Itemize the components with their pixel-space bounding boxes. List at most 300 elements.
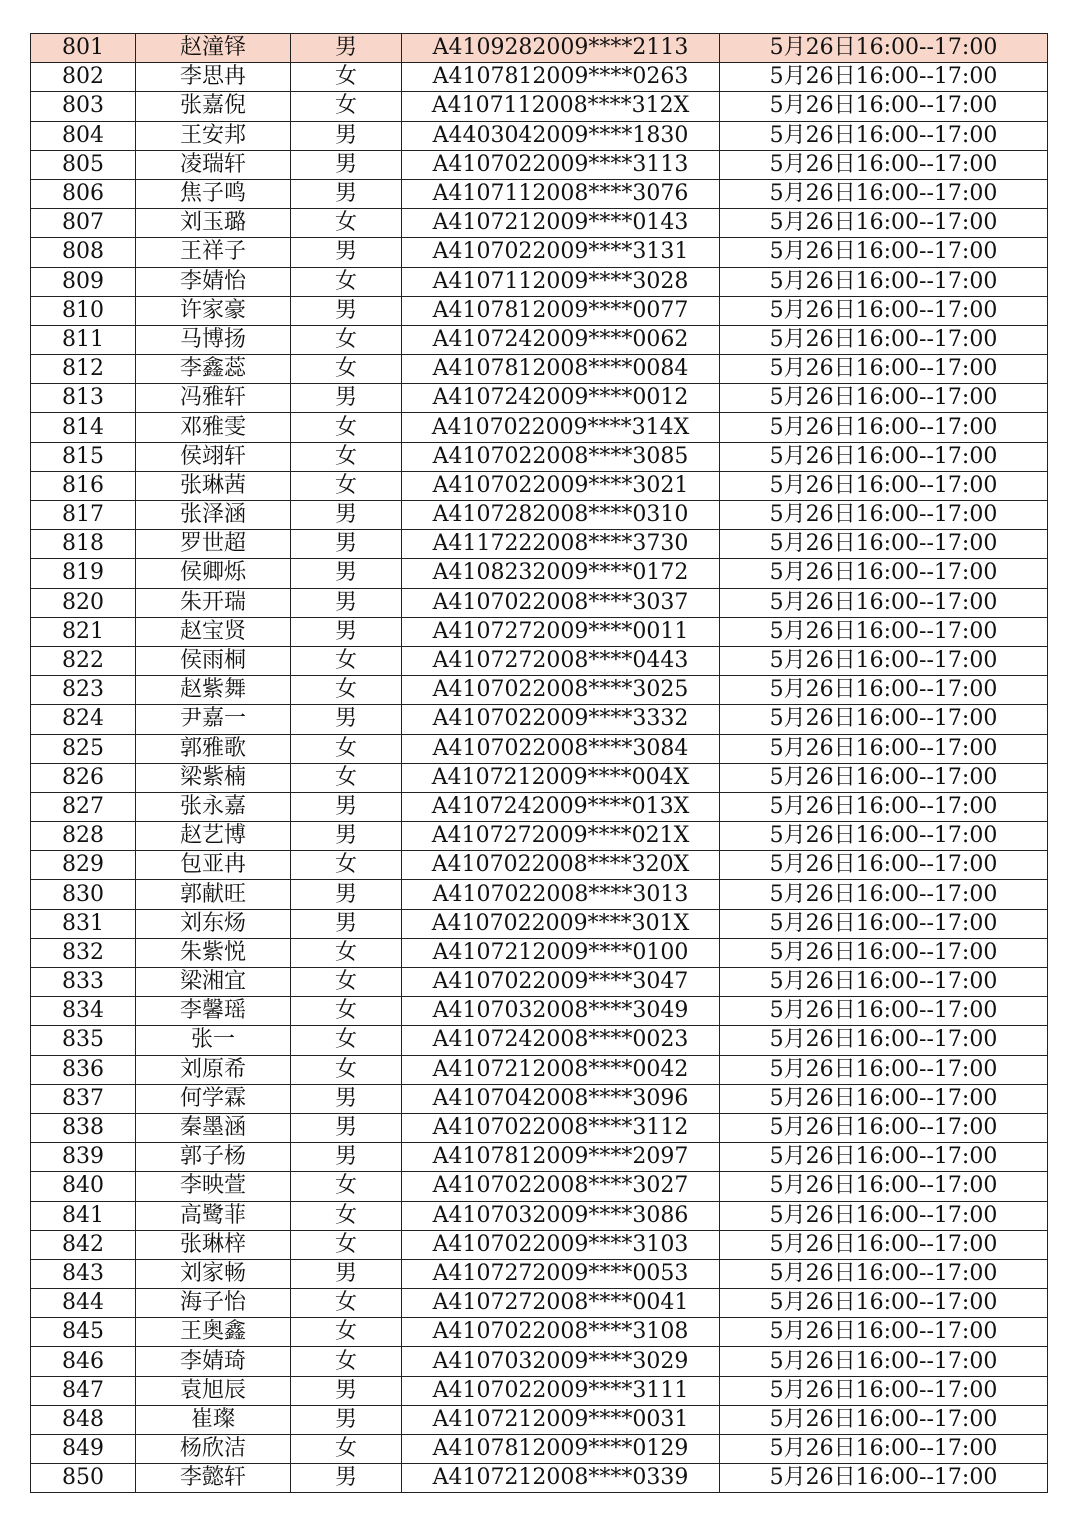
table-row — [31, 851, 1048, 880]
cell-number: 821 — [31, 617, 136, 646]
cell-id-number: A4107022009****3131 — [402, 238, 720, 267]
table-row — [31, 63, 1048, 92]
cell-gender: 男 — [291, 1084, 402, 1113]
cell-name: 郭献旺 — [136, 880, 291, 909]
cell-gender: 女 — [291, 1201, 402, 1230]
cell-gender: 男 — [291, 1376, 402, 1405]
cell-gender: 女 — [291, 209, 402, 238]
cell-number: 811 — [31, 325, 136, 354]
cell-number: 822 — [31, 646, 136, 675]
cell-gender: 男 — [291, 1259, 402, 1288]
cell-number: 819 — [31, 559, 136, 588]
cell-gender: 女 — [291, 1347, 402, 1376]
cell-id-number: A4107032009****3029 — [402, 1347, 720, 1376]
table-row — [31, 559, 1048, 588]
cell-number: 841 — [31, 1201, 136, 1230]
cell-time-slot: 5月26日16:00--17:00 — [720, 121, 1048, 150]
cell-id-number: A4107272008****0041 — [402, 1289, 720, 1318]
table-row — [31, 150, 1048, 179]
cell-name: 张泽涵 — [136, 501, 291, 530]
cell-name: 尹嘉一 — [136, 705, 291, 734]
cell-id-number: A4107812008****0084 — [402, 355, 720, 384]
cell-number: 840 — [31, 1172, 136, 1201]
table-row — [31, 442, 1048, 471]
cell-name: 何学霖 — [136, 1084, 291, 1113]
table-row — [31, 1230, 1048, 1259]
cell-gender: 男 — [291, 1143, 402, 1172]
cell-id-number: A4107022008****3084 — [402, 734, 720, 763]
cell-id-number: A4107212009****004X — [402, 763, 720, 792]
cell-name: 邓雅雯 — [136, 413, 291, 442]
cell-name: 刘原希 — [136, 1055, 291, 1084]
cell-gender: 男 — [291, 384, 402, 413]
cell-id-number: A4107272009****021X — [402, 822, 720, 851]
cell-number: 831 — [31, 909, 136, 938]
cell-number: 843 — [31, 1259, 136, 1288]
cell-gender: 女 — [291, 734, 402, 763]
table-row — [31, 1347, 1048, 1376]
table-row — [31, 1376, 1048, 1405]
cell-time-slot: 5月26日16:00--17:00 — [720, 1230, 1048, 1259]
table-row — [31, 1405, 1048, 1434]
cell-id-number: A4107212008****0042 — [402, 1055, 720, 1084]
cell-name: 赵紫舞 — [136, 676, 291, 705]
cell-gender: 女 — [291, 325, 402, 354]
table-row — [31, 822, 1048, 851]
table-row — [31, 646, 1048, 675]
cell-time-slot: 5月26日16:00--17:00 — [720, 355, 1048, 384]
cell-gender: 男 — [291, 705, 402, 734]
cell-id-number: A4107272008****0443 — [402, 646, 720, 675]
cell-id-number: A4107282008****0310 — [402, 501, 720, 530]
cell-time-slot: 5月26日16:00--17:00 — [720, 1084, 1048, 1113]
cell-time-slot: 5月26日16:00--17:00 — [720, 734, 1048, 763]
cell-time-slot: 5月26日16:00--17:00 — [720, 1055, 1048, 1084]
table-row — [31, 734, 1048, 763]
table-row — [31, 501, 1048, 530]
table-row — [31, 1026, 1048, 1055]
cell-time-slot: 5月26日16:00--17:00 — [720, 34, 1048, 63]
cell-time-slot: 5月26日16:00--17:00 — [720, 676, 1048, 705]
cell-time-slot: 5月26日16:00--17:00 — [720, 1172, 1048, 1201]
table-row — [31, 1201, 1048, 1230]
cell-id-number: A4107022008****320X — [402, 851, 720, 880]
cell-number: 805 — [31, 150, 136, 179]
cell-name: 李鑫蕊 — [136, 355, 291, 384]
cell-gender: 女 — [291, 676, 402, 705]
cell-id-number: A4107812009****0077 — [402, 296, 720, 325]
cell-name: 高鹭菲 — [136, 1201, 291, 1230]
cell-gender: 女 — [291, 968, 402, 997]
cell-number: 806 — [31, 179, 136, 208]
cell-time-slot: 5月26日16:00--17:00 — [720, 1347, 1048, 1376]
cell-gender: 女 — [291, 938, 402, 967]
cell-id-number: A4107022009****3103 — [402, 1230, 720, 1259]
cell-gender: 男 — [291, 530, 402, 559]
cell-time-slot: 5月26日16:00--17:00 — [720, 1405, 1048, 1434]
cell-id-number: A4108232009****0172 — [402, 559, 720, 588]
cell-name: 刘家畅 — [136, 1259, 291, 1288]
table-row — [31, 909, 1048, 938]
cell-name: 侯翊轩 — [136, 442, 291, 471]
cell-number: 842 — [31, 1230, 136, 1259]
cell-id-number: A4107022008****3037 — [402, 588, 720, 617]
cell-number: 803 — [31, 92, 136, 121]
table-row — [31, 588, 1048, 617]
table-row — [31, 705, 1048, 734]
cell-gender: 男 — [291, 296, 402, 325]
cell-gender: 女 — [291, 1026, 402, 1055]
cell-time-slot: 5月26日16:00--17:00 — [720, 968, 1048, 997]
cell-name: 赵宝贤 — [136, 617, 291, 646]
cell-time-slot: 5月26日16:00--17:00 — [720, 63, 1048, 92]
cell-time-slot: 5月26日16:00--17:00 — [720, 851, 1048, 880]
table-row — [31, 267, 1048, 296]
cell-number: 802 — [31, 63, 136, 92]
cell-time-slot: 5月26日16:00--17:00 — [720, 1143, 1048, 1172]
cell-id-number: A4107022009****301X — [402, 909, 720, 938]
cell-gender: 男 — [291, 121, 402, 150]
table-row — [31, 92, 1048, 121]
cell-time-slot: 5月26日16:00--17:00 — [720, 559, 1048, 588]
cell-id-number: A4107022008****3013 — [402, 880, 720, 909]
cell-gender: 男 — [291, 792, 402, 821]
cell-gender: 女 — [291, 1289, 402, 1318]
cell-time-slot: 5月26日16:00--17:00 — [720, 646, 1048, 675]
cell-gender: 女 — [291, 763, 402, 792]
table-row — [31, 1464, 1048, 1493]
cell-name: 梁紫楠 — [136, 763, 291, 792]
cell-name: 海子怡 — [136, 1289, 291, 1318]
cell-name: 侯卿烁 — [136, 559, 291, 588]
cell-time-slot: 5月26日16:00--17:00 — [720, 1464, 1048, 1493]
cell-id-number: A4107812009****2097 — [402, 1143, 720, 1172]
cell-id-number: A4107812009****0263 — [402, 63, 720, 92]
cell-name: 朱开瑞 — [136, 588, 291, 617]
cell-name: 杨欣洁 — [136, 1435, 291, 1464]
cell-number: 830 — [31, 880, 136, 909]
cell-time-slot: 5月26日16:00--17:00 — [720, 705, 1048, 734]
cell-id-number: A4107022009****314X — [402, 413, 720, 442]
cell-gender: 女 — [291, 355, 402, 384]
cell-number: 820 — [31, 588, 136, 617]
cell-gender: 男 — [291, 1405, 402, 1434]
cell-gender: 男 — [291, 880, 402, 909]
cell-id-number: A4107032009****3086 — [402, 1201, 720, 1230]
cell-name: 郭雅歌 — [136, 734, 291, 763]
cell-number: 836 — [31, 1055, 136, 1084]
table-row — [31, 968, 1048, 997]
cell-time-slot: 5月26日16:00--17:00 — [720, 471, 1048, 500]
cell-name: 赵艺博 — [136, 822, 291, 851]
cell-time-slot: 5月26日16:00--17:00 — [720, 150, 1048, 179]
table-row — [31, 209, 1048, 238]
cell-number: 824 — [31, 705, 136, 734]
cell-number: 804 — [31, 121, 136, 150]
cell-time-slot: 5月26日16:00--17:00 — [720, 384, 1048, 413]
cell-time-slot: 5月26日16:00--17:00 — [720, 179, 1048, 208]
table-row — [31, 676, 1048, 705]
cell-number: 815 — [31, 442, 136, 471]
cell-name: 侯雨桐 — [136, 646, 291, 675]
cell-number: 825 — [31, 734, 136, 763]
cell-id-number: A4107242009****0062 — [402, 325, 720, 354]
cell-number: 848 — [31, 1405, 136, 1434]
cell-time-slot: 5月26日16:00--17:00 — [720, 1318, 1048, 1347]
cell-gender: 女 — [291, 267, 402, 296]
table-row — [31, 325, 1048, 354]
cell-name: 李婧怡 — [136, 267, 291, 296]
cell-gender: 男 — [291, 179, 402, 208]
cell-name: 崔璨 — [136, 1405, 291, 1434]
cell-time-slot: 5月26日16:00--17:00 — [720, 792, 1048, 821]
cell-time-slot: 5月26日16:00--17:00 — [720, 909, 1048, 938]
table-row — [31, 238, 1048, 267]
table-row — [31, 296, 1048, 325]
cell-id-number: A4107022009****3021 — [402, 471, 720, 500]
cell-gender: 男 — [291, 34, 402, 63]
cell-name: 袁旭辰 — [136, 1376, 291, 1405]
cell-gender: 男 — [291, 1464, 402, 1493]
cell-name: 李懿轩 — [136, 1464, 291, 1493]
cell-number: 829 — [31, 851, 136, 880]
table-row — [31, 384, 1048, 413]
cell-time-slot: 5月26日16:00--17:00 — [720, 92, 1048, 121]
table-row — [31, 1435, 1048, 1464]
cell-id-number: A4107112009****3028 — [402, 267, 720, 296]
cell-id-number: A4107242009****013X — [402, 792, 720, 821]
cell-number: 827 — [31, 792, 136, 821]
cell-number: 846 — [31, 1347, 136, 1376]
cell-id-number: A4107022008****3108 — [402, 1318, 720, 1347]
cell-time-slot: 5月26日16:00--17:00 — [720, 530, 1048, 559]
cell-time-slot: 5月26日16:00--17:00 — [720, 501, 1048, 530]
cell-number: 834 — [31, 997, 136, 1026]
table-row — [31, 1084, 1048, 1113]
cell-name: 李思冉 — [136, 63, 291, 92]
cell-number: 850 — [31, 1464, 136, 1493]
cell-number: 808 — [31, 238, 136, 267]
cell-number: 833 — [31, 968, 136, 997]
cell-name: 张琳茜 — [136, 471, 291, 500]
cell-id-number: A4107022008****3085 — [402, 442, 720, 471]
cell-id-number: A4107812009****0129 — [402, 1435, 720, 1464]
cell-time-slot: 5月26日16:00--17:00 — [720, 1376, 1048, 1405]
cell-time-slot: 5月26日16:00--17:00 — [720, 1026, 1048, 1055]
cell-number: 847 — [31, 1376, 136, 1405]
cell-number: 807 — [31, 209, 136, 238]
cell-id-number: A4107022009****3113 — [402, 150, 720, 179]
cell-gender: 女 — [291, 646, 402, 675]
cell-number: 812 — [31, 355, 136, 384]
cell-gender: 男 — [291, 559, 402, 588]
table-row — [31, 938, 1048, 967]
cell-gender: 男 — [291, 238, 402, 267]
cell-gender: 女 — [291, 1318, 402, 1347]
cell-name: 梁湘宜 — [136, 968, 291, 997]
cell-name: 张嘉倪 — [136, 92, 291, 121]
table-row — [31, 413, 1048, 442]
cell-name: 王祥子 — [136, 238, 291, 267]
table-row — [31, 1172, 1048, 1201]
cell-gender: 男 — [291, 150, 402, 179]
cell-name: 焦子鸣 — [136, 179, 291, 208]
cell-name: 李婧琦 — [136, 1347, 291, 1376]
cell-gender: 女 — [291, 471, 402, 500]
roster-table — [30, 33, 1048, 1493]
cell-id-number: A4107242009****0012 — [402, 384, 720, 413]
cell-number: 845 — [31, 1318, 136, 1347]
cell-id-number: A4107022009****3111 — [402, 1376, 720, 1405]
cell-number: 810 — [31, 296, 136, 325]
cell-id-number: A4117222008****3730 — [402, 530, 720, 559]
cell-time-slot: 5月26日16:00--17:00 — [720, 588, 1048, 617]
cell-name: 王安邦 — [136, 121, 291, 150]
cell-gender: 男 — [291, 617, 402, 646]
table-row — [31, 880, 1048, 909]
cell-number: 818 — [31, 530, 136, 559]
table-row — [31, 530, 1048, 559]
cell-name: 冯雅轩 — [136, 384, 291, 413]
cell-name: 张一 — [136, 1026, 291, 1055]
cell-number: 814 — [31, 413, 136, 442]
table-row — [31, 997, 1048, 1026]
cell-id-number: A4107112008****3076 — [402, 179, 720, 208]
cell-number: 837 — [31, 1084, 136, 1113]
table-row — [31, 617, 1048, 646]
cell-time-slot: 5月26日16:00--17:00 — [720, 1289, 1048, 1318]
cell-id-number: A4107022009****3332 — [402, 705, 720, 734]
cell-gender: 男 — [291, 909, 402, 938]
table-row — [31, 1318, 1048, 1347]
cell-name: 刘玉璐 — [136, 209, 291, 238]
cell-number: 849 — [31, 1435, 136, 1464]
cell-name: 赵潼铎 — [136, 34, 291, 63]
cell-gender: 女 — [291, 1435, 402, 1464]
roster-table-body — [31, 34, 1048, 1493]
cell-name: 张琳梓 — [136, 1230, 291, 1259]
cell-number: 816 — [31, 471, 136, 500]
cell-id-number: A4107022008****3027 — [402, 1172, 720, 1201]
cell-name: 罗世超 — [136, 530, 291, 559]
cell-gender: 女 — [291, 1172, 402, 1201]
cell-id-number: A4107112008****312X — [402, 92, 720, 121]
table-row — [31, 1113, 1048, 1142]
cell-id-number: A4403042009****1830 — [402, 121, 720, 150]
cell-gender: 女 — [291, 1230, 402, 1259]
cell-number: 813 — [31, 384, 136, 413]
cell-number: 809 — [31, 267, 136, 296]
cell-number: 823 — [31, 676, 136, 705]
cell-id-number: A4107272009****0011 — [402, 617, 720, 646]
cell-time-slot: 5月26日16:00--17:00 — [720, 325, 1048, 354]
cell-time-slot: 5月26日16:00--17:00 — [720, 997, 1048, 1026]
cell-time-slot: 5月26日16:00--17:00 — [720, 209, 1048, 238]
table-row — [31, 1143, 1048, 1172]
cell-name: 刘东炀 — [136, 909, 291, 938]
cell-id-number: A4107022008****3025 — [402, 676, 720, 705]
table-row — [31, 1289, 1048, 1318]
cell-time-slot: 5月26日16:00--17:00 — [720, 1113, 1048, 1142]
cell-gender: 女 — [291, 92, 402, 121]
cell-time-slot: 5月26日16:00--17:00 — [720, 1435, 1048, 1464]
cell-time-slot: 5月26日16:00--17:00 — [720, 763, 1048, 792]
cell-gender: 女 — [291, 1055, 402, 1084]
cell-id-number: A4107272009****0053 — [402, 1259, 720, 1288]
cell-gender: 女 — [291, 997, 402, 1026]
cell-number: 817 — [31, 501, 136, 530]
cell-gender: 男 — [291, 501, 402, 530]
cell-name: 马博扬 — [136, 325, 291, 354]
table-row — [31, 121, 1048, 150]
table-row — [31, 792, 1048, 821]
cell-name: 许家豪 — [136, 296, 291, 325]
cell-number: 844 — [31, 1289, 136, 1318]
cell-number: 832 — [31, 938, 136, 967]
cell-time-slot: 5月26日16:00--17:00 — [720, 1259, 1048, 1288]
cell-time-slot: 5月26日16:00--17:00 — [720, 617, 1048, 646]
table-row — [31, 1055, 1048, 1084]
cell-gender: 男 — [291, 588, 402, 617]
cell-time-slot: 5月26日16:00--17:00 — [720, 938, 1048, 967]
cell-id-number: A4107212009****0031 — [402, 1405, 720, 1434]
cell-id-number: A4107032008****3049 — [402, 997, 720, 1026]
cell-name: 李馨瑶 — [136, 997, 291, 1026]
cell-time-slot: 5月26日16:00--17:00 — [720, 1201, 1048, 1230]
table-row — [31, 1259, 1048, 1288]
cell-name: 朱紫悦 — [136, 938, 291, 967]
cell-gender: 男 — [291, 1113, 402, 1142]
cell-time-slot: 5月26日16:00--17:00 — [720, 238, 1048, 267]
cell-gender: 女 — [291, 851, 402, 880]
cell-time-slot: 5月26日16:00--17:00 — [720, 442, 1048, 471]
cell-name: 包亚冉 — [136, 851, 291, 880]
cell-id-number: A4107022008****3112 — [402, 1113, 720, 1142]
cell-number: 839 — [31, 1143, 136, 1172]
table-row — [31, 34, 1048, 63]
cell-id-number: A4107022009****3047 — [402, 968, 720, 997]
cell-number: 801 — [31, 34, 136, 63]
cell-gender: 男 — [291, 822, 402, 851]
cell-id-number: A4107212009****0100 — [402, 938, 720, 967]
cell-name: 李映萱 — [136, 1172, 291, 1201]
cell-name: 秦墨涵 — [136, 1113, 291, 1142]
cell-time-slot: 5月26日16:00--17:00 — [720, 413, 1048, 442]
cell-number: 828 — [31, 822, 136, 851]
cell-number: 826 — [31, 763, 136, 792]
cell-name: 王奥鑫 — [136, 1318, 291, 1347]
cell-number: 835 — [31, 1026, 136, 1055]
cell-gender: 女 — [291, 413, 402, 442]
cell-gender: 女 — [291, 442, 402, 471]
table-row — [31, 355, 1048, 384]
cell-gender: 女 — [291, 63, 402, 92]
cell-name: 凌瑞轩 — [136, 150, 291, 179]
cell-time-slot: 5月26日16:00--17:00 — [720, 822, 1048, 851]
table-row — [31, 179, 1048, 208]
cell-time-slot: 5月26日16:00--17:00 — [720, 880, 1048, 909]
table-row — [31, 471, 1048, 500]
table-row — [31, 763, 1048, 792]
cell-time-slot: 5月26日16:00--17:00 — [720, 296, 1048, 325]
cell-id-number: A4107212009****0143 — [402, 209, 720, 238]
cell-id-number: A4107212008****0339 — [402, 1464, 720, 1493]
cell-name: 张永嘉 — [136, 792, 291, 821]
cell-id-number: A4109282009****2113 — [402, 34, 720, 63]
cell-id-number: A4107042008****3096 — [402, 1084, 720, 1113]
cell-name: 郭子杨 — [136, 1143, 291, 1172]
cell-time-slot: 5月26日16:00--17:00 — [720, 267, 1048, 296]
